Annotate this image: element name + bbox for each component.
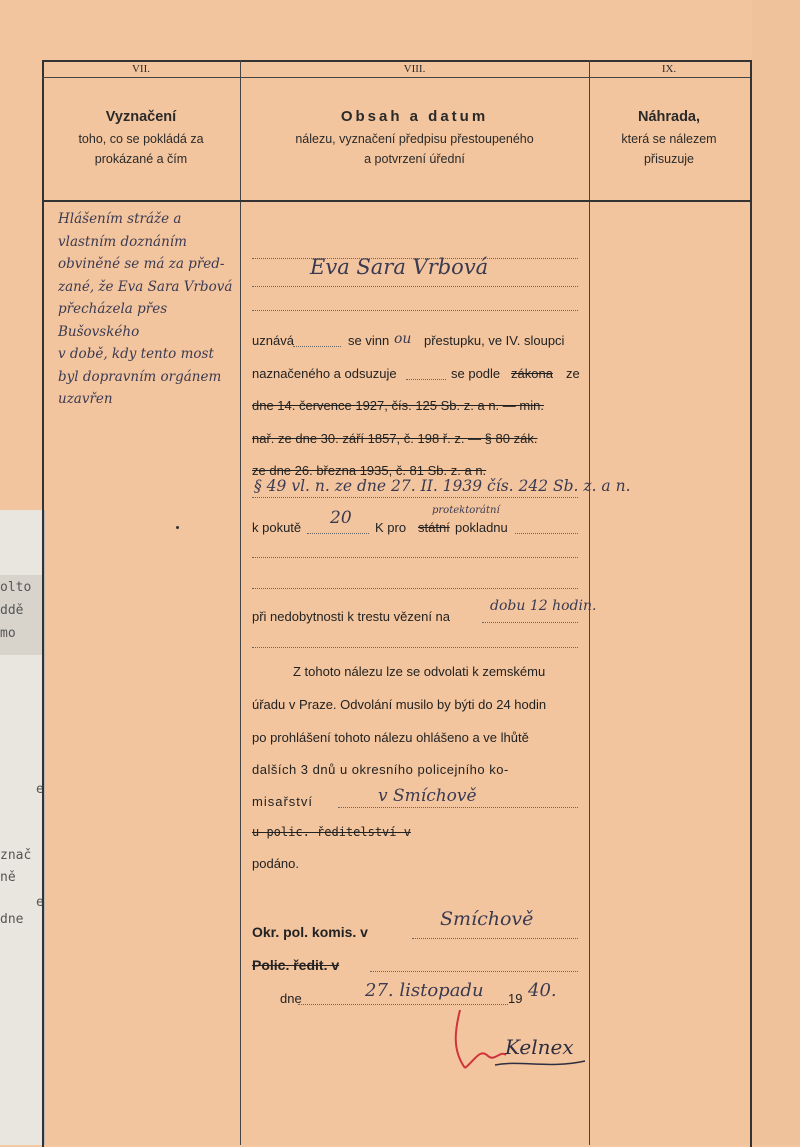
attached-slip [0, 510, 45, 1145]
handwritten-law: § 49 vl. n. ze dne 27. II. 1939 čís. 242 Sb. z. a n. [254, 477, 631, 495]
note-line: zané, že Eva Sara Vrbová [58, 278, 233, 295]
slip-text: e [36, 895, 44, 910]
column-numeral-7: VII. [131, 63, 151, 75]
header-line: nálezu, vyznačení předpisu přestoupeného [295, 132, 534, 146]
ink-dot [176, 526, 179, 529]
note-line: v době, kdy tento most [58, 346, 214, 362]
form-rule [307, 533, 369, 534]
text-se-vinn: se vinn [348, 333, 390, 348]
law-line-3: ze dne 26. března 1935, č. 81 Sb. z. a n. [252, 463, 487, 478]
text-podano: podáno. [252, 856, 299, 871]
form-rule [482, 622, 578, 623]
header-line: a potvrzení úřední [364, 152, 465, 166]
decision-year: 40. [528, 980, 557, 1001]
appeal-line: dalších 3 dnů u okresního policejního ko- [252, 762, 509, 777]
form-rule [252, 588, 578, 589]
column-title: Vyznačení [105, 109, 177, 125]
appeal-line: misařství [252, 794, 313, 809]
form-rule [412, 938, 578, 939]
form-rule [252, 647, 578, 648]
header-line: toho, co se pokládá za [78, 132, 204, 146]
okr-place: Smíchově [440, 908, 534, 930]
signature-underline [490, 1055, 590, 1075]
form-rule [252, 286, 578, 287]
signature: Kelnex [505, 1035, 574, 1059]
text-k-pokute: k pokutě [252, 520, 302, 535]
column-numeral-9: IX. [661, 63, 677, 75]
defendant-name: Eva Sara Vrbová [310, 255, 489, 279]
form-rule [370, 971, 578, 972]
column-header-7 [42, 107, 240, 169]
note-line: obviněné se má za před- [58, 256, 225, 272]
appeal-line: po prohlášení tohoto nálezu ohlášeno a ve lhůtě [252, 730, 529, 745]
text-statni: státní [418, 520, 450, 535]
text-k-pro: K pro [375, 520, 407, 535]
header-line: která se nálezem [621, 132, 717, 146]
fine-amount: 20 [330, 508, 352, 528]
header-divider [42, 200, 750, 202]
text-uznava: uznává [252, 333, 294, 348]
text-zakona: zákona [511, 366, 553, 381]
column-numeral-8: VIII. [403, 63, 426, 75]
handwritten-finding [58, 208, 238, 411]
column-title: Obsah a datum [340, 108, 489, 125]
text-polic-redit: u polic. ředitelství v [252, 825, 411, 839]
hand-ending: ou [394, 331, 412, 347]
appeal-line: úřadu v Praze. Odvolání musilo by býti do 24 hodin [252, 697, 547, 712]
text-okr-pol: Okr. pol. komis. v [252, 924, 368, 940]
slip-text: mo [0, 626, 16, 641]
slip-text: olto [0, 580, 32, 595]
appeal-line: Z tohoto nálezu lze se odvolati k zemskému [293, 664, 546, 679]
slip-text: e [36, 782, 44, 797]
decision-date: 27. listopadu [365, 980, 484, 1001]
text-naznaceneho: naznačeného a odsuzuje [252, 366, 397, 381]
text-prestupku: přestupku, ve IV. sloupci [424, 333, 565, 348]
form-rule [252, 310, 578, 311]
slip-text: ddě [0, 603, 24, 618]
note-line: uzavřen [58, 391, 113, 407]
note-line: vlastním doznáním [58, 233, 187, 250]
hand-protektoratni: protektorátní [432, 505, 500, 516]
law-line-1: dne 14. července 1927, čís. 125 Sb. z. a n. — min. [252, 398, 544, 413]
numeral-divider [42, 77, 750, 78]
slip-text: dne [0, 912, 24, 927]
column-title: Náhrada, [637, 109, 701, 125]
column-header-9 [589, 107, 749, 169]
text-year-prefix: 19 [508, 991, 523, 1006]
form-rule [515, 533, 578, 534]
column-header-8 [240, 107, 589, 169]
form-rule [338, 807, 578, 808]
text-dne: dne [280, 991, 302, 1006]
slip-text: ně [0, 870, 16, 885]
form-rule [252, 557, 578, 558]
header-line: prokázané a čím [94, 152, 188, 166]
form-rule [293, 346, 341, 347]
form-rule [406, 379, 446, 380]
jail-term: dobu 12 hodin. [490, 598, 597, 614]
note-line: Hlášením stráže a [58, 211, 182, 227]
text-polic-redit-2: Polic. ředit. v [252, 957, 340, 973]
slip-text: znač [0, 848, 32, 863]
text-ze: ze [566, 366, 580, 381]
page-edge [752, 0, 800, 1145]
text-nedobytnost: při nedobytnosti k trestu vězení na [252, 609, 451, 624]
column-divider [240, 60, 241, 1145]
law-line-2: nař. ze dne 30. září 1857, č. 198 ř. z. — § 80 zák. [252, 431, 538, 446]
note-line: přecházela přes Bušovského [58, 301, 168, 340]
header-line: přisuzuje [643, 152, 695, 166]
text-pokladnu: pokladnu [455, 520, 508, 535]
note-line: byl dopravním orgánem [58, 368, 222, 385]
text-se-podle: se podle [451, 366, 501, 381]
form-rule [252, 497, 578, 498]
komisarstvi-place: v Smíchově [378, 786, 477, 806]
